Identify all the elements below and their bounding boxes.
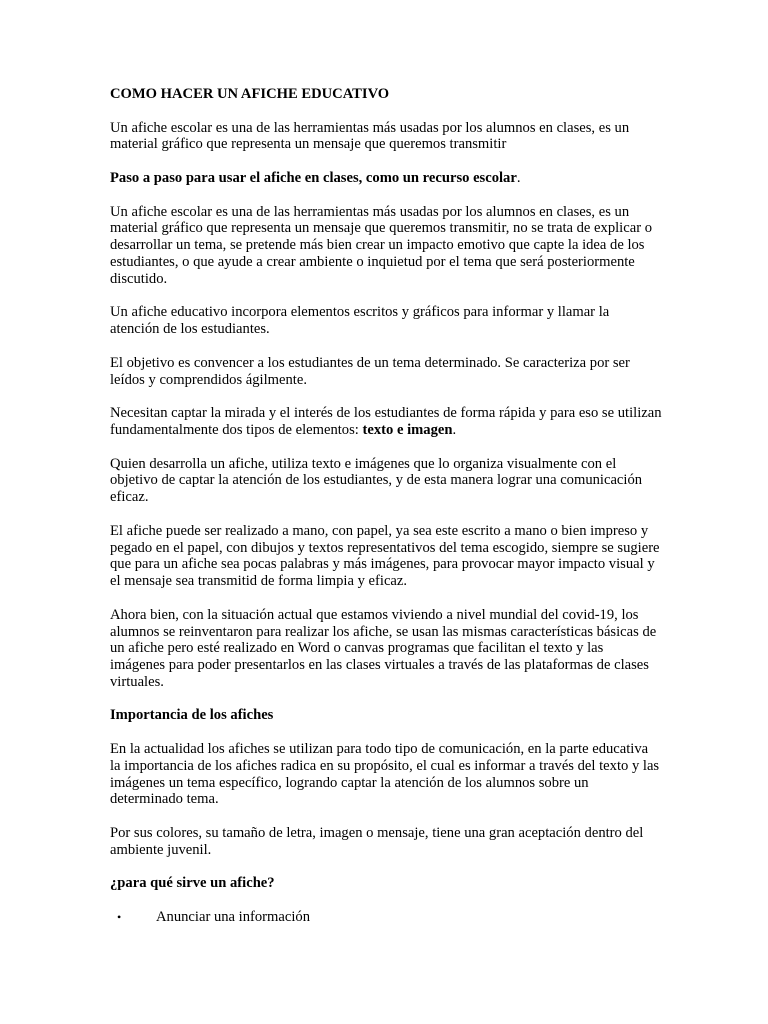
section-heading-period: . [516, 169, 521, 186]
paragraph: En la actualidad los afiches se utilizan para todo tipo de comunicación, en la parte educativa la importancia de los afiches radica en su propósito, el cual es informar a través del texto y las imágenes un tema específico, logrando captar la atención de los alumnos sobre un determinado tema. [110, 741, 660, 808]
bullet-icon: • [117, 910, 122, 925]
section-heading-para-que-sirve: ¿para qué sirve un afiche? [110, 875, 275, 892]
list-item [110, 909, 662, 926]
section-heading-paso-a-paso [110, 170, 662, 187]
paragraph-period: . [452, 421, 457, 438]
paragraph: El afiche puede ser realizado a mano, con papel, ya sea este escrito a mano o bien impreso y pegado en el papel, con dibujos y textos representativos del tema escogido, siempre se sugiere que para un afiche sea pocas palabras y más imágenes, para provocar mayor impacto visual y el mensaje sea transmitid de forma limpia y eficaz. [110, 522, 660, 590]
paragraph-text: Necesitan captar la mirada y el interés de los estudiantes de forma rápida y para eso se utilizan fundamentalmente dos tipos de elementos: [110, 405, 662, 438]
section-heading-importancia: Importancia de los afiches [110, 707, 274, 724]
intro-paragraph: Un afiche escolar es una de las herramientas más usadas por los alumnos en clases, es un material gráfico que representa un mensaje que queremos transmitir [110, 119, 630, 153]
document-page [110, 86, 662, 926]
paragraph-elements [110, 405, 662, 439]
paragraph: Ahora bien, con la situación actual que estamos viviendo a nivel mundial del covid-19, los alumnos se reinventaron para realizar los afiche, se usan las mismas características básicas de un afiche pero esté realizado en Word o canvas programas que facilitan el texto y las imágenes para poder presentarlos en las clases virtuales a través de las plataformas de clases virtuales. [110, 606, 657, 690]
bold-phrase: texto e imagen [362, 421, 453, 438]
document-title: COMO HACER UN AFICHE EDUCATIVO [110, 86, 390, 102]
paragraph: El objetivo es convencer a los estudiantes de un tema determinado. Se caracteriza por ser leídos y comprendidos ágilmente. [110, 354, 630, 388]
paragraph: Un afiche educativo incorpora elementos escritos y gráficos para informar y llamar la atención de los estudiantes. [110, 304, 610, 338]
section-heading-text: Paso a paso para usar el afiche en clases, como un recurso escolar [110, 169, 517, 186]
bullet-list [110, 909, 662, 926]
paragraph: Quien desarrolla un afiche, utiliza texto e imágenes que lo organiza visualmente con el objetivo de captar la atención de los estudiantes, y de esta manera lograr una comunicación eficaz. [110, 455, 643, 506]
paragraph: Un afiche escolar es una de las herramientas más usadas por los alumnos en clases, es un material gráfico que representa un mensaje que queremos transmitir, no se trata de explicar o desarrollar un tema, se pretende más bien crear un impacto emotivo que capte la idea de los estudiantes, o que ayude a crear ambiente o inquietud por el tema que será posteriormente discutido. [110, 203, 652, 287]
paragraph: Por sus colores, su tamaño de letra, imagen o mensaje, tiene una gran aceptación dentro del ambiente juvenil. [110, 825, 644, 858]
list-item-text: Anunciar una información [156, 909, 310, 926]
